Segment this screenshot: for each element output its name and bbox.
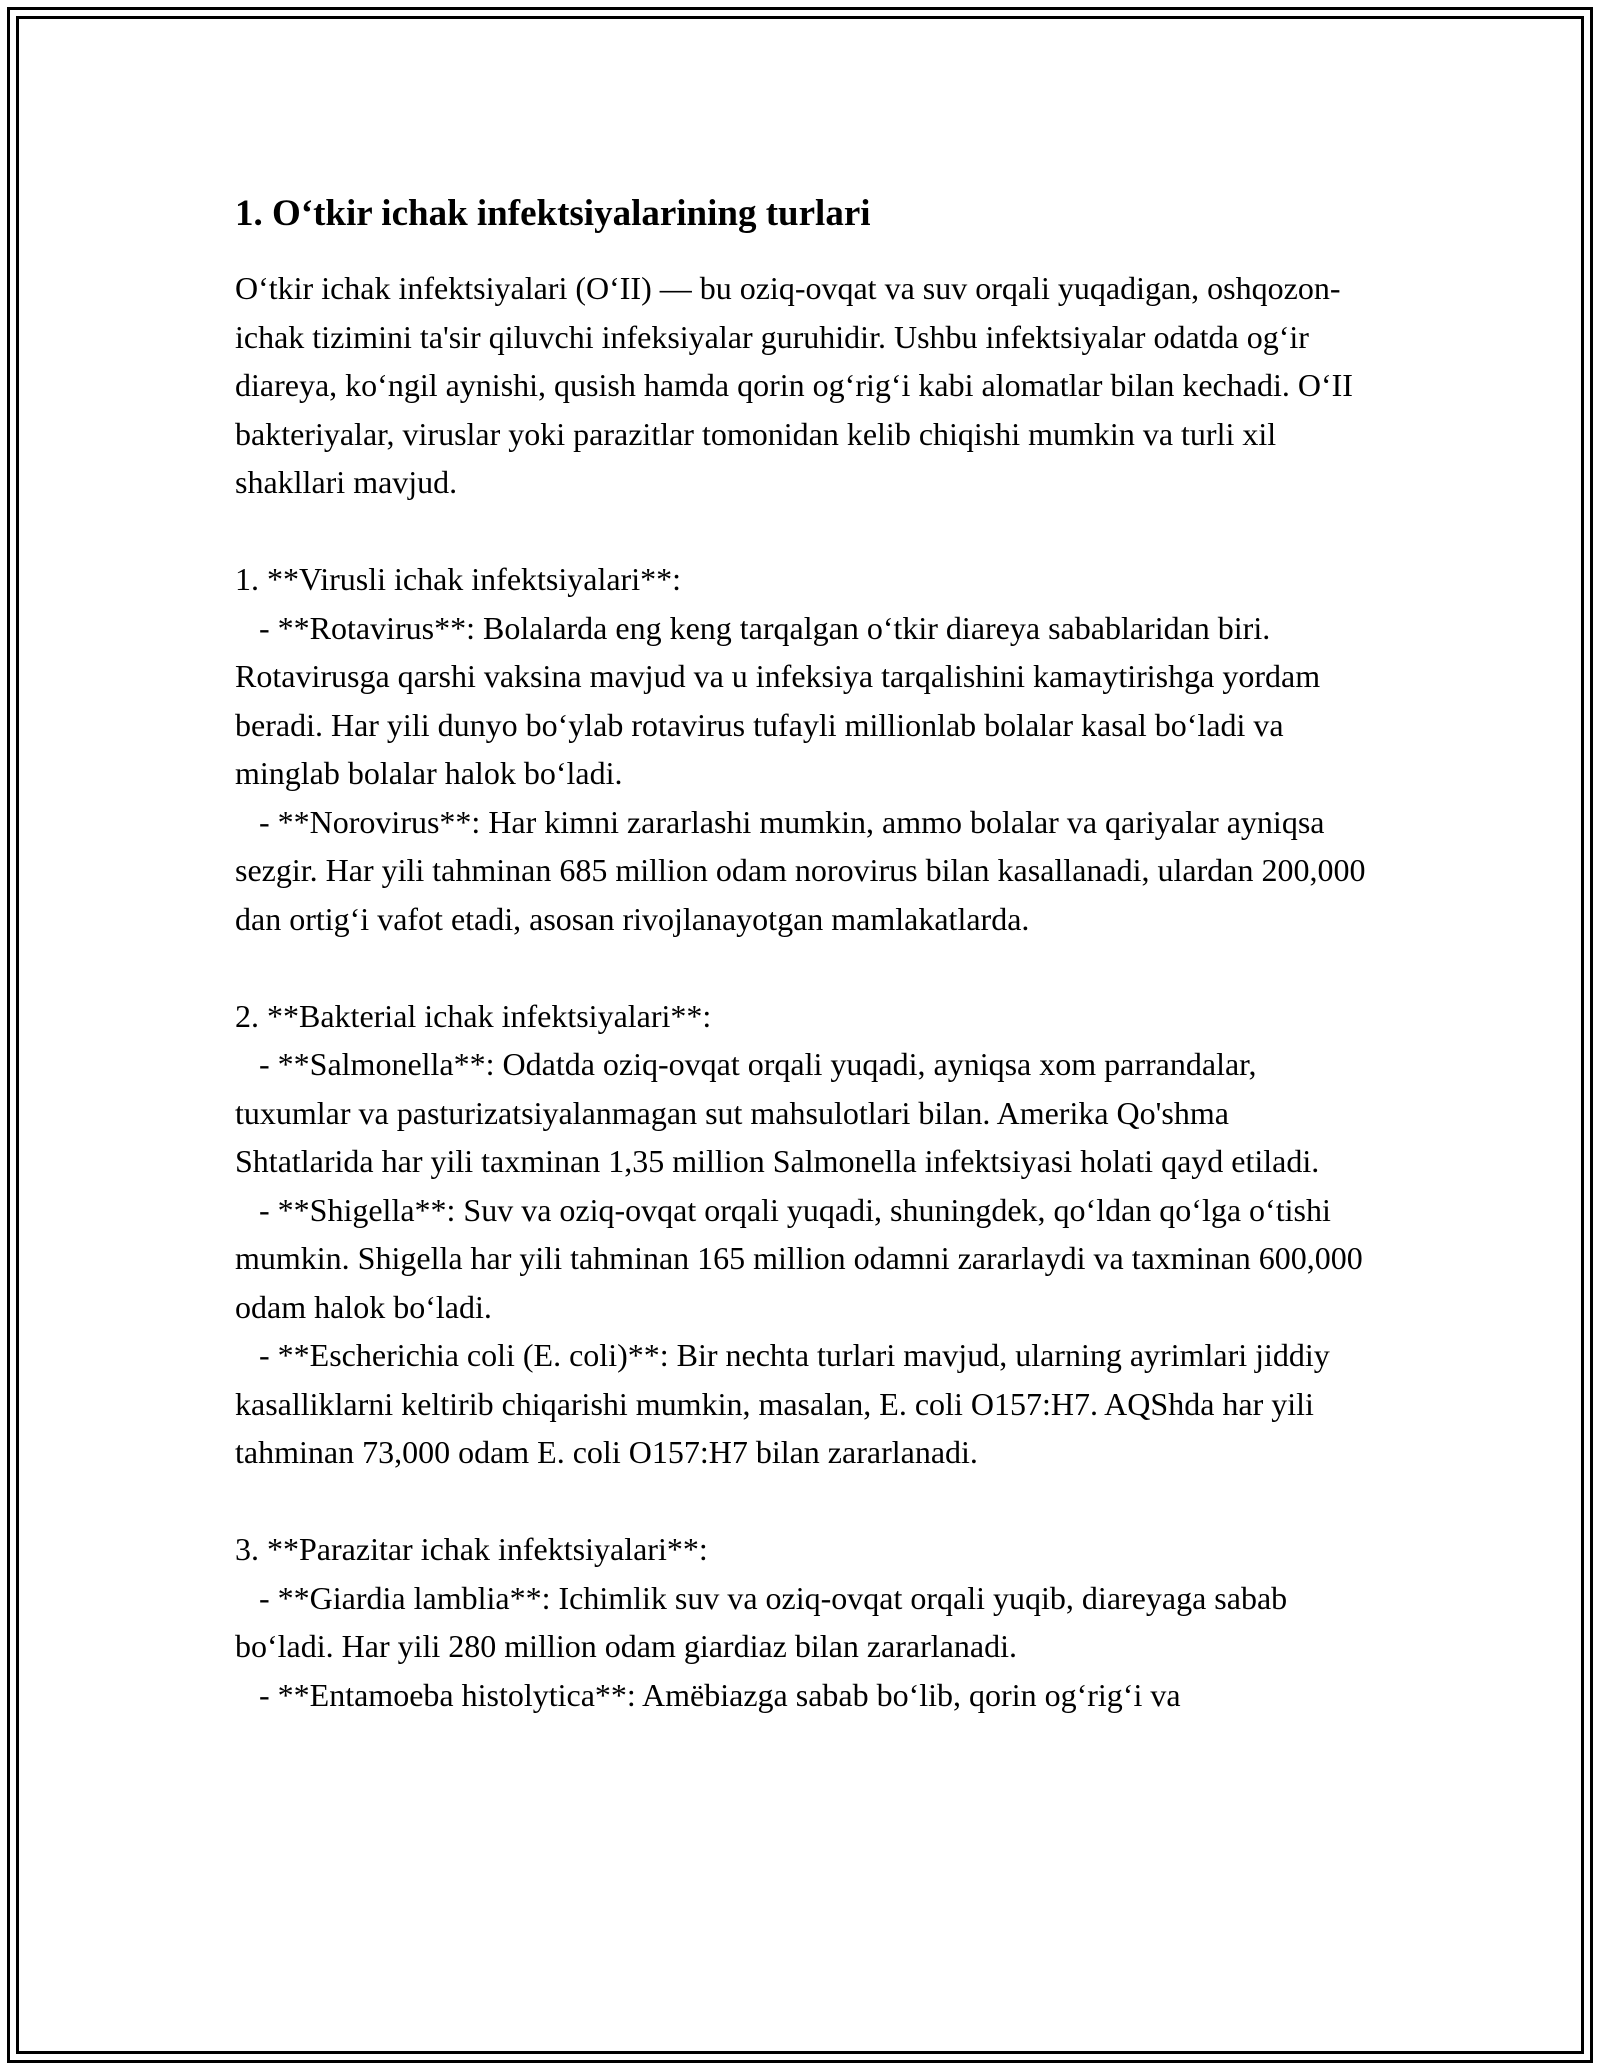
list-item-salmonella: - **Salmonella**: Odatda oziq-ovqat orqali yuqadi, ayniqsa xom parrandalar, tuxumlar va pasturizatsiyalanmagan sut mahsulotlari bilan. Amerika Qo'shma Shtatlarida har yili taxminan 1,35 million Salmonella infektsiyasi holati qayd etiladi. [235,1046,1320,1179]
spacer [235,1477,1375,1526]
list-item-giardia: - **Giardia lamblia**: Ichimlik suv va oziq-ovqat orqali yuqib, diareyaga sabab bo‘ladi. Har yili 280 million odam giardiaz bilan zararlanadi. [235,1579,1296,1664]
list-item-ecoli: - **Escherichia coli (E. coli)**: Bir nechta turlari mavjud, ularning ayrimlari jiddiy kasalliklarni keltirib chiqarishi mumkin, masalan, E. coli O157:H7. AQShda har yili tahminan 73,000 odam E. coli O157:H7 bilan zararlanadi. [235,1337,1338,1470]
intro-paragraph: O‘tkir ichak infektsiyalari (O‘II) — bu oziq-ovqat va suv orqali yuqadigan, oshqozon-ichak tizimini ta'sir qiluvchi infeksiyalar guruhidir. Ushbu infektsiyalar odatda og‘ir diareya, ko‘ngil aynishi, qusish hamda qorin og‘rig‘i kabi alomatlar bilan kechadi. O‘II bakteriyalar, viruslar yoki parazitlar tomonidan kelib chiqishi mumkin va turli xil shakllari mavjud. [235,270,1361,500]
section-title-viral: 1. **Virusli ichak infektsiyalari**: [235,561,681,597]
list-item-shigella: - **Shigella**: Suv va oziq-ovqat orqali yuqadi, shuningdek, qo‘ldan qo‘lga o‘tishi mumkin. Shigella har yili tahminan 165 million odamni zararlaydi va taxminan 600,000 odam halok bo‘ladi. [235,1191,1371,1325]
spacer [235,507,1375,556]
document-body [235,190,1375,1719]
list-item-norovirus: - **Norovirus**: Har kimni zararlashi mumkin, ammo bolalar va qariyalar ayniqsa sezgir. Har yili tahminan 685 million odam norovirus bilan kasallanadi, ulardan 200,000 dan ortig‘i vafot etadi, asosan rivojlanayotgan mamlakatlarda. [235,803,1374,937]
list-item-entamoeba: - **Entamoeba histolytica**: Amëbiazga sabab bo‘lib, qorin og‘rig‘i va [235,1676,1181,1713]
list-item-rotavirus: - **Rotavirus**: Bolalarda eng keng tarqalgan o‘tkir diareya sabablaridan biri. Rotavirusga qarshi vaksina mavjud va u infeksiya tarqalishini kamaytirishga yordam beradi. Har yili dunyo bo‘ylab rotavirus tufayli millionlab bolalar kasal bo‘ladi va minglab bolalar halok bo‘ladi. [235,609,1329,791]
spacer [235,943,1375,992]
section-title-bacterial: 2. **Bakterial ichak infektsiyalari**: [235,997,712,1034]
section-title-parasitic: 3. **Parazitar ichak infektsiyalari**: [235,1531,708,1567]
document-heading: 1. O‘tkir ichak infektsiyalarining turlari [235,193,871,234]
